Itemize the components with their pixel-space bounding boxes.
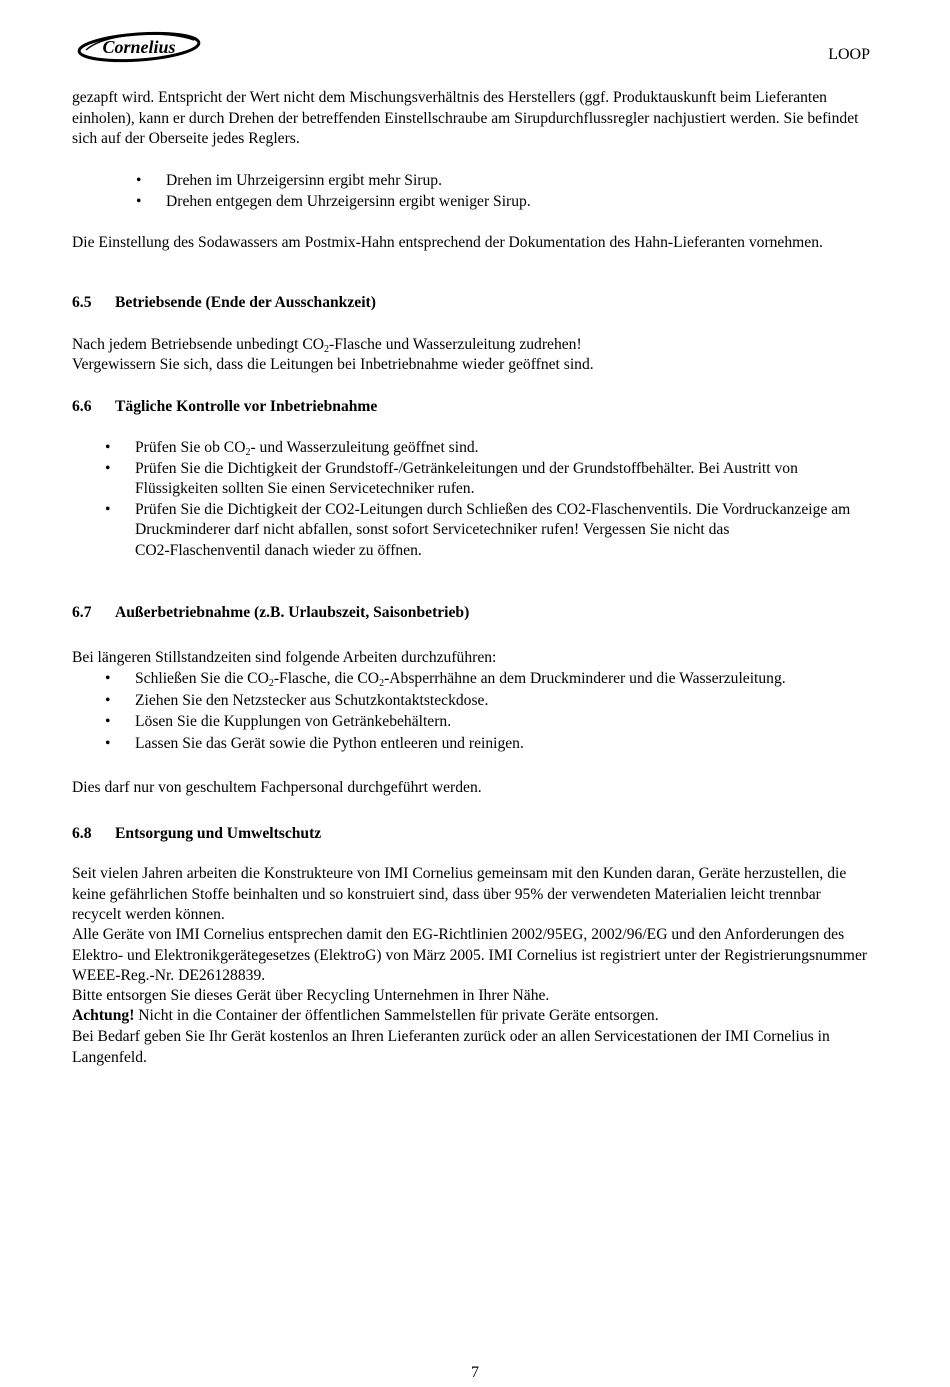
section-title: Entsorgung und Umweltschutz bbox=[115, 825, 322, 842]
s67-outro: Dies darf nur von geschultem Fachpersonal durchgeführt werden. bbox=[72, 779, 482, 796]
section-heading-6-5 bbox=[72, 293, 872, 314]
section-number: 6.5 bbox=[72, 294, 92, 311]
section-number: 6.6 bbox=[72, 398, 92, 415]
text-run: -Absperrhähne an dem Druckminderer und die Wasserzuleitung. bbox=[384, 670, 786, 687]
list-item: • Prüfen Sie die Dichtigkeit der Grundstoff-/Getränkeleitungen und der Grundstoffbehälter. Bei Austritt von Flüssigkeiten sollten Sie einen Servicetechniker rufen. bbox=[72, 459, 872, 500]
text-run: Nach jedem Betriebsende unbedingt CO bbox=[72, 336, 325, 353]
subscript: 2 bbox=[245, 447, 251, 458]
subscript: 2 bbox=[379, 678, 385, 689]
list-item: • Drehen im Uhrzeigersinn ergibt mehr Sirup. bbox=[72, 171, 872, 192]
text-run: Nicht in die Container der öffentlichen Sammelstellen für private Geräte entsorgen. bbox=[134, 1007, 659, 1024]
text-run: - und Wasserzuleitung geöffnet sind. bbox=[250, 439, 479, 456]
logo-text: Cornelius bbox=[102, 37, 176, 57]
list-item bbox=[72, 500, 872, 562]
section-heading-6-8 bbox=[72, 824, 872, 845]
document-title: LOOP bbox=[828, 46, 870, 63]
text-run: -Flasche und Wasserzuleitung zudrehen! bbox=[329, 336, 582, 353]
s66-bullet-list bbox=[72, 438, 872, 562]
warning-label: Achtung! bbox=[72, 1007, 135, 1024]
list-item bbox=[72, 438, 872, 459]
list-item: • Lösen Sie die Kupplungen von Getränkebehältern. bbox=[72, 712, 872, 733]
section-title: Tägliche Kontrolle vor Inbetriebnahme bbox=[115, 398, 378, 415]
section-number: 6.8 bbox=[72, 825, 92, 842]
section-title: Außerbetriebnahme (z.B. Urlaubszeit, Saisonbetrieb) bbox=[115, 604, 470, 621]
s67-bullet-list bbox=[72, 669, 872, 754]
text-run: Prüfen Sie die Dichtigkeit der CO2-Leitungen durch Schließen des CO2-Flaschenventils. Die Vordruckanzeige am Druckminderer darf nicht abfallen, sonst sofort Servicetechniker rufen! Vergessen Sie nicht das bbox=[135, 500, 851, 539]
intro-bullet-list bbox=[72, 171, 872, 212]
cornelius-logo bbox=[76, 28, 202, 66]
s68-paragraph-1: Seit vielen Jahren arbeiten die Konstrukteure von IMI Cornelius gemeinsam mit den Kunden daran, Geräte herzustellen, die keine gefährlichen Stoffe beinhalten und so konstruiert sind, dass über 95% der verwendeten Materialien leicht trennbar recycelt werden können. bbox=[72, 865, 847, 924]
list-item: • Lassen Sie das Gerät sowie die Python entleeren und reinigen. bbox=[72, 734, 872, 755]
text-run: Prüfen Sie ob CO bbox=[135, 439, 246, 456]
section-heading-6-7 bbox=[72, 603, 872, 624]
text-run: Schließen Sie die CO bbox=[135, 670, 269, 687]
section-number: 6.7 bbox=[72, 604, 92, 621]
subscript: 2 bbox=[324, 344, 330, 355]
section-heading-6-6 bbox=[72, 397, 872, 418]
text-run: -Flasche, die CO bbox=[273, 670, 380, 687]
list-item bbox=[72, 669, 872, 690]
list-item: • Ziehen Sie den Netzstecker aus Schutzkontaktsteckdose. bbox=[72, 691, 872, 712]
section-title: Betriebsende (Ende der Ausschankzeit) bbox=[115, 294, 376, 311]
list-item: • Drehen entgegen dem Uhrzeigersinn ergibt weniger Sirup. bbox=[72, 192, 872, 213]
s68-paragraph-3: Bitte entsorgen Sie dieses Gerät über Recycling Unternehmen in Ihrer Nähe. bbox=[72, 987, 550, 1004]
s65-paragraph-1 bbox=[72, 335, 872, 356]
subscript: 2 bbox=[268, 678, 274, 689]
soda-setting-paragraph: Die Einstellung des Sodawassers am Postmix-Hahn entsprechend der Dokumentation des Hahn-Lieferanten vornehmen. bbox=[72, 234, 823, 251]
page-number: 7 bbox=[471, 1364, 479, 1381]
s68-paragraph-5: Bei Bedarf geben Sie Ihr Gerät kostenlos an Ihren Lieferanten zurück oder an allen Servicestationen der IMI Cornelius in Langenfeld. bbox=[72, 1028, 830, 1066]
s68-paragraph-2: Alle Geräte von IMI Cornelius entsprechen damit den EG-Richtlinien 2002/95EG, 2002/96/EG und den Anforderungen des Elektro- und Elektronikgerätegesetzes (ElektroG) von März 2005. IMI Cornelius ist registriert unter der Registrierungsnummer WEEE-Reg.-Nr. DE26128839. bbox=[72, 926, 868, 985]
s67-intro: Bei längeren Stillstandzeiten sind folgende Arbeiten durchzuführen: bbox=[72, 649, 497, 666]
cornelius-logo-icon bbox=[76, 28, 202, 66]
s65-paragraph-2: Vergewissern Sie sich, dass die Leitungen bei Inbetriebnahme wieder geöffnet sind. bbox=[72, 356, 594, 373]
text-run: CO2-Flaschenventil danach wieder zu öffnen. bbox=[135, 541, 422, 559]
intro-paragraph: gezapft wird. Entspricht der Wert nicht dem Mischungsverhältnis des Herstellers (ggf. Produktauskunft beim Lieferanten einholen), kann er durch Drehen der betreffenden Einstellschraube am Sirupdurchflussregler nachjustiert werden. Sie befindet sich auf der Oberseite jedes Reglers. bbox=[72, 89, 859, 148]
s68-paragraph-4 bbox=[72, 1006, 872, 1027]
